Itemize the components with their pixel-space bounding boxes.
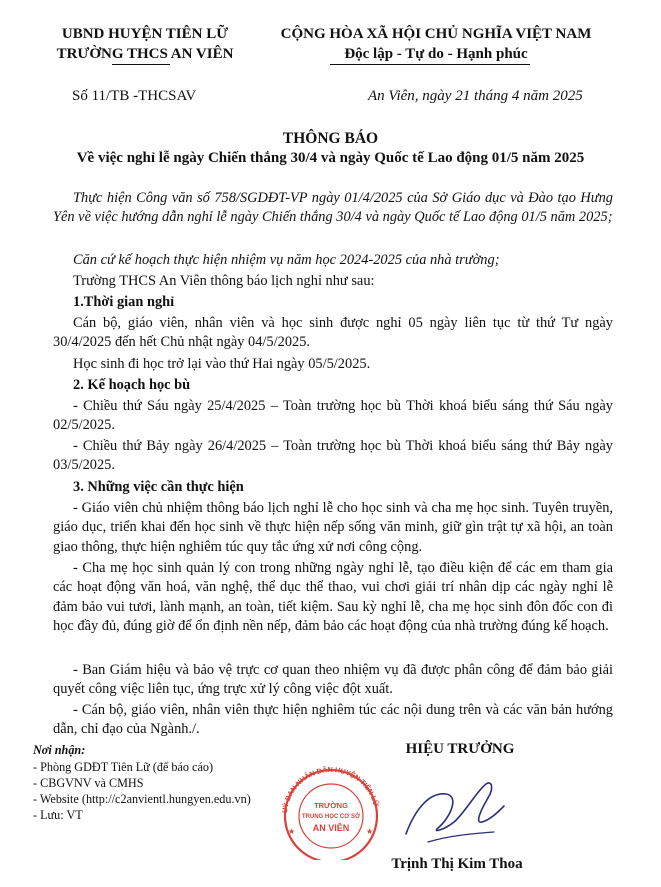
recipient-item: - Phòng GDĐT Tiên Lữ (để báo cáo) — [33, 760, 214, 774]
section-3-heading: 3. Những việc cần thực hiện — [73, 479, 244, 495]
section-2-paragraph-2: - Chiều thứ Bảy ngày 26/4/2025 – Toàn trường học bù Thời khoá biểu sáng thứ Bảy ngày 03/5/2025. — [53, 438, 613, 474]
svg-text:★: ★ — [366, 827, 374, 836]
section-3-paragraph-2: - Cha mẹ học sinh quản lý con trong những ngày nghỉ lễ, tạo điều kiện để các em tham gia các hoạt động văn hoá, văn nghệ, thể dục thể thao, vui chơi giải trí nhân dịp các ngày nghỉ lễ đảm bảo vui tươi, lành mạnh, an toàn, tiết kiệm. Sau kỳ nghỉ lễ, cha mẹ học sinh đôn đốc con đi học đầy đủ, đúng giờ để ổn định nền nếp, đảm bảo các hoạt động của nhà trường đúng kế hoạch. — [53, 560, 613, 635]
svg-text:UỶ BAN NHÂN DÂN HUYỆN TIÊN LỮ: UỶ BAN NHÂN DÂN HUYỆN TIÊN LỮ — [280, 764, 381, 814]
document-number: Số 11/TB -THCSAV — [72, 88, 197, 104]
org-underline — [112, 64, 170, 65]
section-1-heading: 1.Thời gian nghỉ — [73, 294, 175, 310]
document-title: THÔNG BÁO — [282, 130, 379, 147]
org-name-line2: TRƯỜNG THCS AN VIÊN — [56, 46, 234, 62]
section-3-paragraph-3: - Ban Giám hiệu và bảo vệ trực cơ quan theo nhiệm vụ đã được phân công để đảm bảo giải quyết công việc liên tục, ứng trực xử lý công việc đột xuất. — [53, 662, 613, 698]
section-2-paragraph-1: - Chiều thứ Sáu ngày 25/4/2025 – Toàn trường học bù Thời khoá biểu sáng thứ Sáu ngày 02/5/2025. — [53, 398, 613, 434]
recipient-item: - Website (http://c2anvientl.hungyen.edu.vn) — [33, 792, 251, 806]
section-2-heading: 2. Kế hoạch học bù — [73, 377, 191, 393]
svg-text:★: ★ — [288, 827, 296, 836]
section-1-paragraph-2: Học sinh đi học trở lại vào thứ Hai ngày 05/5/2025. — [73, 356, 371, 372]
recipient-item: - CBGVNV và CMHS — [33, 776, 144, 790]
signer-name: Trịnh Thị Kim Thoa — [391, 856, 523, 872]
org-name-line1: UBND HUYỆN TIÊN LỮ — [61, 26, 229, 42]
document-subject: Về việc nghỉ lễ ngày Chiến thắng 30/4 và ngày Quốc tế Lao động 01/5 năm 2025 — [76, 150, 585, 166]
handwritten-signature — [388, 772, 518, 852]
legal-basis-1: Thực hiện Công văn số 758/SGDĐT-VP ngày 01/4/2025 của Sở Giáo dục và Đào tạo Hưng Yên về việc hướng dẫn nghỉ lễ ngày Chiến thắng 30/4 và ngày Quốc tế Lao động 01/5 năm 2025; — [53, 190, 613, 226]
country-name: CỘNG HÒA XÃ HỘI CHỦ NGHĨA VIỆT NAM — [280, 26, 592, 42]
legal-basis-2: Căn cứ kế hoạch thực hiện nhiệm vụ năm học 2024-2025 của nhà trường; — [73, 252, 500, 268]
svg-text:AN VIÊN: AN VIÊN — [312, 823, 350, 833]
recipients-block — [33, 742, 293, 823]
intro-line: Trường THCS An Viên thông báo lịch nghỉ như sau: — [73, 273, 375, 289]
svg-text:TRUNG HỌC CƠ SỞ: TRUNG HỌC CƠ SỞ — [301, 814, 361, 820]
recipient-item: - Lưu: VT — [33, 808, 83, 822]
motto: Độc lập - Tự do - Hạnh phúc — [344, 46, 528, 62]
section-1-paragraph-1: Cán bộ, giáo viên, nhân viên và học sinh được nghỉ 05 ngày liên tục từ thứ Tư ngày 30/4/2025 đến hết Chủ nhật ngày 04/5/2025. — [53, 315, 613, 351]
section-3-paragraph-4: - Cán bộ, giáo viên, nhân viên thực hiện nghiêm túc các nội dung trên và các văn bản hướng dẫn, chỉ đạo của Ngành./. — [53, 702, 613, 738]
signer-title: HIỆU TRƯỞNG — [405, 741, 515, 757]
motto-underline — [330, 64, 530, 65]
recipients-heading: Nơi nhận: — [33, 743, 86, 757]
official-seal — [266, 764, 396, 860]
date-place: An Viên, ngày 21 tháng 4 năm 2025 — [368, 88, 583, 104]
section-3-paragraph-1: - Giáo viên chủ nhiệm thông báo lịch nghỉ lễ cho học sinh và cha mẹ học sinh. Tuyên truyền, giáo dục, triển khai đến học sinh về thực hiện nếp sống văn minh, giữ gìn trật tự xã hội, an toàn giao thông, thực hiện nghiêm túc quy tắc ứng xử nơi công cộng. — [53, 500, 613, 555]
svg-text:TRƯỜNG: TRƯỜNG — [314, 801, 348, 810]
